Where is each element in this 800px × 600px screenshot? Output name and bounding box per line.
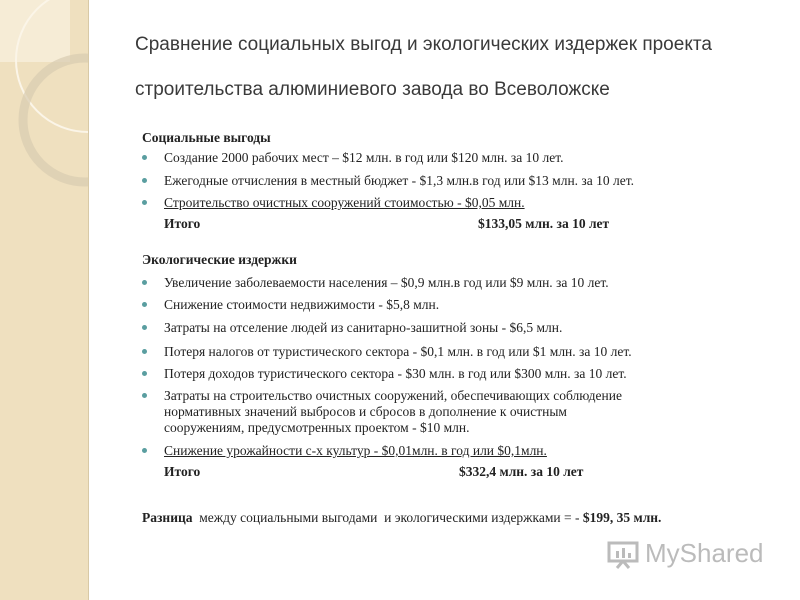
- bullet-icon: [142, 349, 147, 354]
- decorative-sidebar: [0, 0, 89, 600]
- eco-total-label: Итого: [164, 464, 201, 479]
- bullet-icon: [142, 325, 147, 330]
- difference-value: $199, 35 млн.: [582, 510, 662, 525]
- slide-title-line1: Сравнение социальных выгод и экологических издержек проекта: [135, 34, 712, 55]
- eco-item-cont: нормативных значений выбросов и сбросов в дополнение к очистным: [164, 404, 567, 419]
- eco-item: Потеря доходов туристического сектора - $30 млн. в год или $300 млн. за 10 лет.: [164, 366, 627, 381]
- bullet-icon: [142, 200, 147, 205]
- bullet-icon: [142, 280, 147, 285]
- eco-item: Затраты на отселение людей из санитарно-зашитной зоны - $6,5 млн.: [164, 320, 563, 335]
- eco-item: Затраты на строительство очистных сооружений, обеспечивающих соблюдение: [164, 388, 622, 403]
- slide-title-line2: строительства алюминиевого завода во Всеволожске: [135, 79, 610, 100]
- watermark-text: MyShared: [645, 538, 764, 568]
- difference-line: [142, 510, 661, 526]
- eco-item: Снижение урожайности с-х культур - $0,01млн. в год или $0,1млн.: [164, 443, 547, 458]
- bullet-icon: [142, 448, 147, 453]
- bullet-icon: [142, 178, 147, 183]
- presentation-board-icon: [607, 539, 639, 569]
- watermark: [607, 538, 764, 569]
- decorative-circles-icon: [0, 0, 88, 200]
- eco-total-value: $332,4 млн. за 10 лет: [459, 464, 584, 479]
- social-item: Ежегодные отчисления в местный бюджет - $1,3 млн.в год или $13 млн. за 10 лет.: [164, 173, 634, 188]
- social-total-label: Итого: [164, 216, 201, 231]
- difference-label: Разница: [142, 510, 193, 525]
- bullet-icon: [142, 371, 147, 376]
- bullet-icon: [142, 393, 147, 398]
- eco-item: Увеличение заболеваемости населения – $0,9 млн.в год или $9 млн. за 10 лет.: [164, 275, 609, 290]
- bullet-icon: [142, 155, 147, 160]
- social-heading: Социальные выгоды: [142, 130, 271, 145]
- social-total-value: $133,05 млн. за 10 лет: [478, 216, 610, 231]
- bullet-icon: [142, 302, 147, 307]
- eco-item: Снижение стоимости недвижимости - $5,8 млн.: [164, 297, 440, 312]
- social-item: Строительство очистных сооружений стоимостью - $0,05 млн.: [164, 195, 525, 210]
- difference-text: между социальными выгодами и экологическими издержками = -: [192, 510, 583, 525]
- eco-heading: Экологические издержки: [142, 252, 297, 267]
- eco-item: Потеря налогов от туристического сектора - $0,1 млн. в год или $1 млн. за 10 лет.: [164, 344, 632, 359]
- social-item: Создание 2000 рабочих мест – $12 млн. в год или $120 млн. за 10 лет.: [164, 150, 564, 165]
- eco-item-cont: сооружениям, предусмотренных проектом - $10 млн.: [164, 420, 470, 435]
